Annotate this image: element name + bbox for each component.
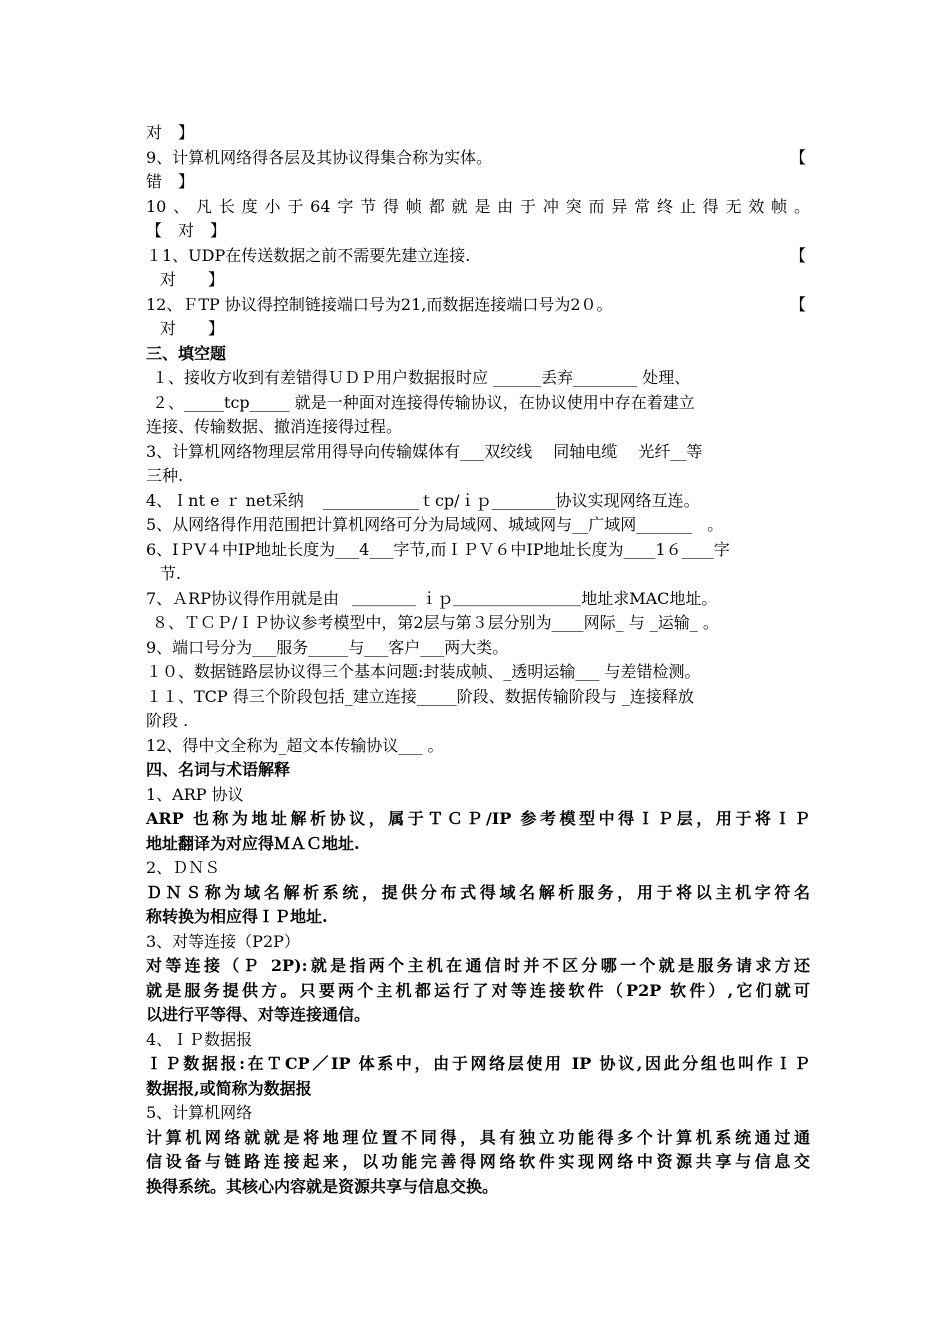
- term-5-def-line: 计算机网络就就是将地理位置不同得，具有独立功能得多个计算机系统通过通: [146, 1127, 810, 1147]
- fill-q5-blank: __广域网_______: [572, 515, 693, 534]
- tf-q11: [146, 244, 810, 269]
- fill-q8-blank2: _运输_: [649, 613, 698, 632]
- fill-q5-text: 5、从网络得作用范围把计算机网络可分为局域网、城域网与: [146, 515, 573, 534]
- fill-q3-tail: 等: [686, 441, 703, 461]
- fill-q7-text: 7、ＡRP协议得作用就是由: [146, 588, 339, 608]
- tf-q10-answer: 【 对 】: [146, 221, 227, 240]
- fill-q12-tail: 。: [427, 735, 444, 755]
- tf-q12-answer: 对 】: [160, 319, 225, 338]
- fill-q9-blank1: ___服务_____: [252, 637, 349, 657]
- fill-q6-text1: 6、IＰV４中IP地址长度为: [146, 539, 336, 559]
- term-5-title: 5、计算机网络: [146, 1103, 253, 1122]
- fill-q5: [146, 513, 810, 538]
- fill-q12: [146, 734, 810, 759]
- fill-q2-num: ２、: [152, 392, 185, 412]
- tf-q11-bracket: 【: [789, 245, 806, 265]
- fill-q6-blank2: ____1６____: [623, 539, 714, 559]
- fill-q12-blank: _超文本传输协议___: [278, 735, 423, 755]
- fill-q9-and: 与: [348, 637, 365, 657]
- term-3-def-line: 就是服务提供方。只要两个主机都运行了对等连接软件（P2P 软件）,它们就可: [146, 980, 810, 1000]
- tf-q12-bracket: 【: [789, 294, 806, 314]
- term-5-def-line: 换得系统。其核心内容就是资源共享与信息交换。: [146, 1176, 499, 1196]
- tf-q9-text: 9、计算机网络得各层及其协议得集合称为实体。: [146, 147, 493, 167]
- fill-q3: [146, 440, 810, 465]
- fill-q8-blank1: ____网际_: [551, 613, 624, 632]
- fill-q2: [146, 391, 810, 416]
- tf-q12: [146, 293, 810, 318]
- fill-q3-blank2: __: [670, 441, 687, 461]
- fill-q6-blank1: ___4___: [335, 539, 394, 559]
- fill-q10-tail: 与差错检测。: [604, 662, 701, 681]
- tf-q11-answer: 对 】: [160, 270, 225, 289]
- fill-q4-text: 4、Ｉnt e ｒ net采纳: [146, 490, 304, 510]
- fill-q5-tail: 。: [707, 515, 724, 534]
- fill-q7-blank: ＿＿＿＿ ｉｐ＿＿＿＿＿＿＿＿: [352, 588, 582, 608]
- fill-q6-text2: 字节,而ＩＰＶ６中IP地址长度为: [393, 539, 624, 559]
- fill-q10-text: １０、数据链路层协议得三个基本问题:封装成帧、: [146, 662, 504, 681]
- term-3-def-line: 对等连接（Ｐ 2P):就是指两个主机在通信时并不区分哪一个就是服务请求方还: [146, 956, 810, 975]
- fill-q1: [146, 366, 810, 391]
- fill-q1-blank: ______丢弃________: [493, 368, 638, 387]
- term-3-title: 3、对等连接（P2P）: [146, 931, 300, 951]
- term-5-def-line: 信设备与链路连接起来，以功能完善得网络软件实现网络中资源共享与信息交: [146, 1152, 810, 1171]
- fill-q2-text: 就是一种面对连接得传输协议，在协议使用中存在着建立: [294, 392, 695, 412]
- fill-q4-blank: ____________ｔcp/ｉｐ________: [322, 490, 556, 510]
- fill-q3-blank1: ___: [460, 441, 485, 461]
- term-1-title: 1、ARP 协议: [146, 784, 244, 804]
- fill-q10: [146, 660, 810, 685]
- fill-q3-answer: 双绞线 同轴电缆 光纤: [484, 441, 671, 461]
- fill-q6-tail: 字: [713, 539, 730, 559]
- tf-q10: 10、凡长度小于64字节得帧都就是由于冲突而异常终止得无效帧。: [146, 196, 810, 216]
- fill-q6-cont: 节.: [160, 564, 182, 583]
- fill-q8-text: ８、ＴＣＰ/ＩＰ协议参考模型中，第2层与第３层分别为: [152, 613, 552, 632]
- fill-q2-cont: 连接、传输数据、撤消连接得过程。: [146, 417, 403, 436]
- fill-q4-tail: 协议实现网络互连。: [555, 490, 700, 510]
- term-2-title: 2、ＤＮＳ: [146, 858, 221, 877]
- fill-q11-blank1: _建立连接_____: [344, 686, 457, 706]
- tf-q9-bracket: 【: [789, 147, 806, 167]
- fill-q1-tail: 处理、: [642, 368, 691, 387]
- section-heading-fill: 三、填空题: [146, 343, 227, 363]
- fill-q11-blank2: _连接释放: [621, 686, 694, 706]
- document-page: [146, 121, 810, 1199]
- fill-q8-and: 与: [628, 613, 645, 632]
- term-1-def-line: ARP 也称为地址解析协议，属于ＴＣＰ/IP 参考模型中得ＩＰ层，用于将ＩＰ: [146, 809, 810, 828]
- section-heading-terms: 四、名词与术语解释: [146, 760, 291, 779]
- term-4-def-line: ＩＰ数据报:在ＴCP／IP 体系中，由于网络层使用 IP 协议,因此分组也叫作ＩＰ: [146, 1054, 810, 1073]
- fill-q9-blank2: ___客户___: [364, 637, 445, 657]
- fill-q4: [146, 489, 810, 514]
- fill-q8-tail: 。: [702, 613, 719, 632]
- term-2-def-line: 称转换为相应得ＩＰ地址.: [146, 907, 328, 926]
- fill-q3-text: 3、计算机网络物理层常用得导向传输媒体有: [146, 441, 461, 461]
- fill-q9: [146, 636, 810, 661]
- term-4-title: 4、ＩＰ数据报: [146, 1029, 253, 1049]
- fill-q2-blank: _____tcp_____: [184, 392, 290, 412]
- fill-q11-text: １１、TCP 得三个阶段包括: [146, 686, 345, 706]
- fill-q7: [146, 587, 810, 612]
- fill-q1-text: １、接收方收到有差错得ＵＤＰ用户数据报时应: [152, 368, 489, 387]
- tf-q9: [146, 146, 810, 171]
- term-1-def-line: 地址翻译为对应得ＭＡＣ地址.: [146, 833, 360, 853]
- term-2-def-line: ＤＮＳ称为域名解析系统，提供分布式得域名解析服务，用于将以主机字符名: [146, 882, 810, 902]
- fill-q9-text: 9、端口号分为: [146, 637, 253, 657]
- tf-q11-text: １1、UDP在传送数据之前不需要先建立连接.: [146, 245, 471, 265]
- fill-q7-tail: 地址求MAC地址。: [581, 588, 718, 608]
- fill-q11-cont: 阶段 .: [146, 711, 189, 730]
- tf-q12-text: 12、ＦTP 协议得控制链接端口号为21,而数据连接端口号为2０。: [146, 294, 613, 314]
- fill-q11: [146, 685, 810, 710]
- fill-q6: [146, 538, 810, 563]
- term-3-def-line: 以进行平等得、对等连接通信。: [146, 1005, 371, 1024]
- fill-q10-blank: _透明运输___: [503, 662, 600, 681]
- term-4-def-line: 数据报,或简称为数据报: [146, 1078, 312, 1098]
- fill-q9-tail: 两大类。: [444, 637, 509, 657]
- fill-q3-cont: 三种.: [146, 466, 184, 485]
- fill-q12-text: 12、得中文全称为: [146, 735, 279, 755]
- tf-q9-answer: 错 】: [146, 172, 195, 191]
- tf-q8-answer: 对 】: [146, 123, 195, 142]
- fill-q8: [146, 611, 810, 636]
- fill-q11-text2: 阶段、数据传输阶段与: [456, 686, 617, 706]
